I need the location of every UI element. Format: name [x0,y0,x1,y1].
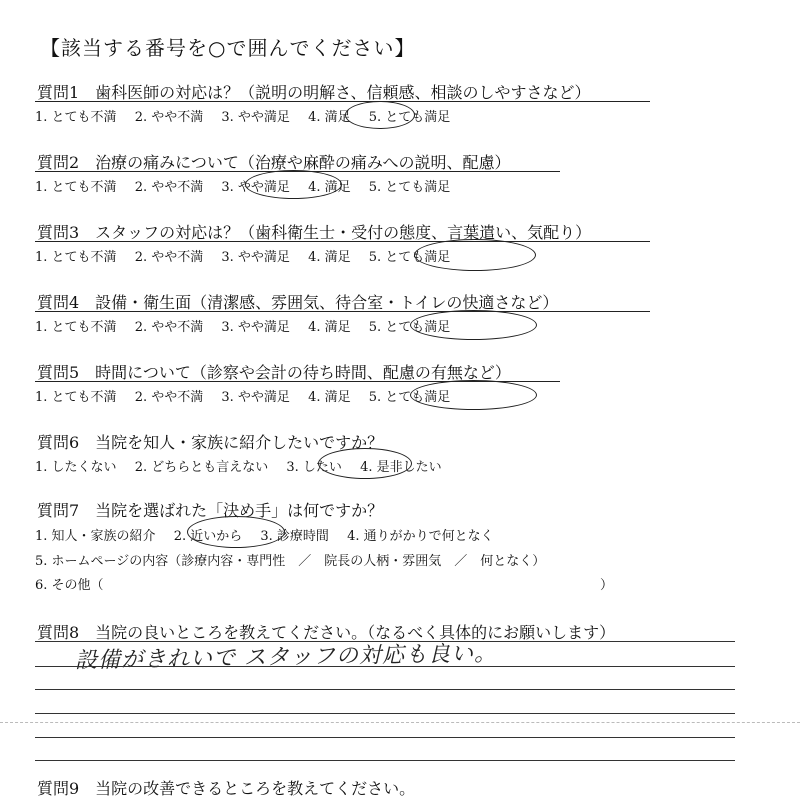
option[interactable]: 5. とても満足 [368,180,451,195]
option[interactable]: 4. 満足 [308,390,351,405]
question-3-options [35,246,464,265]
answer-line [35,666,735,667]
selection-circle [187,516,285,548]
option-selected[interactable]: 4. 満足 [308,110,351,125]
answer-line [35,737,735,738]
option[interactable]: 4. 通りがかりで何となく [347,529,494,544]
option-selected[interactable]: 3. したい [286,460,342,475]
question-1-title: 質問1 歯科医師の対応は？（説明の明解さ、信頼感、相談のしやすさなど） [37,83,591,102]
option[interactable]: 2. やや不満 [134,250,204,265]
question-7-option-5[interactable]: 5. ホームページの内容（診療内容・専門性 ／ 院長の人柄・雰囲気 ／ 何となく） [35,554,546,569]
question-5-title: 質問5 時間について（診察や会計の待ち時間、配慮の有無など） [37,363,511,382]
option-selected[interactable]: 5. とても満足 [368,320,451,335]
option-selected[interactable]: 5. とても満足 [368,390,451,405]
option[interactable]: 1. とても不満 [35,110,117,125]
selection-circle [414,239,536,271]
selection-circle [318,448,412,479]
option-selected[interactable]: 5. とても満足 [368,250,451,265]
question-4-title: 質問4 設備・衛生面（清潔感、雰囲気、待合室・トイレの快適さなど） [37,293,559,312]
question-5-options [35,386,464,405]
option[interactable]: 4. 満足 [308,320,351,335]
selection-circle [245,170,342,199]
question-7-option-6-close: ） [600,578,614,593]
selection-circle [410,310,537,340]
option[interactable]: 3. やや満足 [221,250,290,265]
answer-line [35,713,735,714]
question-7-option-6[interactable]: 6. その他（ [35,578,104,593]
option-selected[interactable]: 3. やや満足 [221,180,290,195]
option[interactable]: 1. とても不満 [35,250,117,265]
option[interactable]: 3. やや満足 [221,320,290,335]
option[interactable]: 1. とても不満 [35,180,117,195]
option[interactable]: 2. やや不満 [134,320,204,335]
option[interactable]: 2. やや不満 [134,180,204,195]
option[interactable]: 2. やや不満 [134,110,204,125]
question-7-title: 質問7 当院を選ばれた「決め手」は何ですか？ [37,501,384,520]
option[interactable]: 2. やや不満 [134,390,204,405]
question-8-title: 質問8 当院の良いところを教えてください。（なるべく具体的にお願いします） [37,623,616,642]
option[interactable]: 4. 是非したい [360,460,442,475]
question-9-title: 質問9 当院の改善できるところを教えてください。 [37,779,416,798]
underline [35,311,650,312]
option[interactable]: 4. 満足 [308,250,351,265]
option[interactable]: 4. 満足 [308,180,351,195]
question-3-title: 質問3 スタッフの対応は？（歯科衛生士・受付の態度、言葉遣い、気配り） [37,223,592,242]
option[interactable]: 1. とても不満 [35,390,117,405]
option[interactable]: 3. やや満足 [221,390,290,405]
option[interactable]: 2. どちらとも言えない [134,460,269,475]
underline [35,101,650,102]
option[interactable]: 1. したくない [35,460,117,475]
question-2-title: 質問2 治療の痛みについて（治療や麻酔の痛みへの説明、配慮） [37,153,511,172]
option[interactable]: 3. 診療時間 [260,529,329,544]
option[interactable]: 1. 知人・家族の紹介 [35,529,156,544]
option[interactable]: 5. とても満足 [368,110,451,125]
answer-line [35,760,735,761]
question-6-title: 質問6 当院を知人・家族に紹介したいですか？ [37,433,384,452]
selection-circle [410,380,537,410]
fold-line [0,722,800,723]
option[interactable]: 1. とても不満 [35,320,117,335]
option-selected[interactable]: 2. 近いから [173,529,243,544]
handwritten-answer[interactable]: 設備がきれいで スタッフの対応も良い。 [74,641,498,674]
answer-line [35,689,735,690]
question-4-options [35,316,464,335]
option[interactable]: 3. やや満足 [221,110,290,125]
underline [35,241,650,242]
selection-circle [345,101,415,129]
page-heading: 【該当する番号を○で囲んでください】 [40,36,416,60]
